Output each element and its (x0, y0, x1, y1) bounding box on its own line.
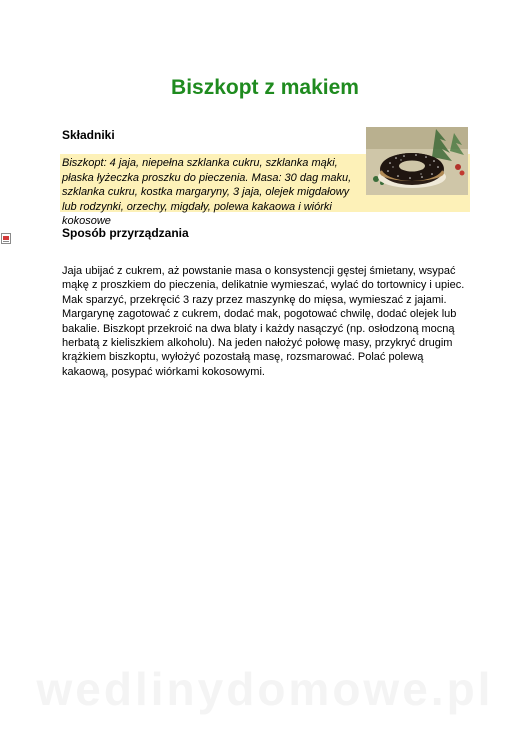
page-title: Biszkopt z makiem (171, 76, 359, 99)
image-placeholder-icon (1, 231, 11, 242)
poppy-seed-cake-photo (366, 127, 468, 195)
ingredients-text: Biszkopt: 4 jaja, niepełna szklanka cukru, szklanka mąki, płaska łyżeczka proszku do pieczenia. Masa: 30 dag maku, szklanka cukru, kostka margaryny, 3 jaja, olejek migdałowy lub rodzynki, orzechy, migdały, polewa kakaowa i wiórki kokosowe (62, 157, 352, 227)
cake-illustration (366, 127, 468, 195)
ingredients-heading: Składniki (62, 128, 115, 142)
method-text: Jaja ubijać z cukrem, aż powstanie masa o konsystencji gęstej śmietany, wsypać mąkę z proszkiem do pieczenia, delikatnie wymieszać, wylać do tortownicy i upiec. Mak sparzyć, przekręcić 3 razy przez maszynkę do mięsa, wymieszać z jajami. Margarynę zagotować z cukrem, dodać mak, pogotować chwilę, dodać olejek lub bakalie. Biszkopt przekroić na dwa blaty i każdy nasączyć (np. osłodzoną mocną herbatą z kieliszkiem alkoholu). Na jeden nałożyć połowę masy, przykryć drugim krążkiem biszkoptu, wyłożyć pozostałą masę, rozsmarować. Polać polewą kakaową, posypać wiórkami kokosowymi. (62, 265, 465, 378)
method-heading: Sposób przyrządzania (62, 226, 189, 240)
watermark: wedlinydomowe.pl (36, 663, 494, 715)
